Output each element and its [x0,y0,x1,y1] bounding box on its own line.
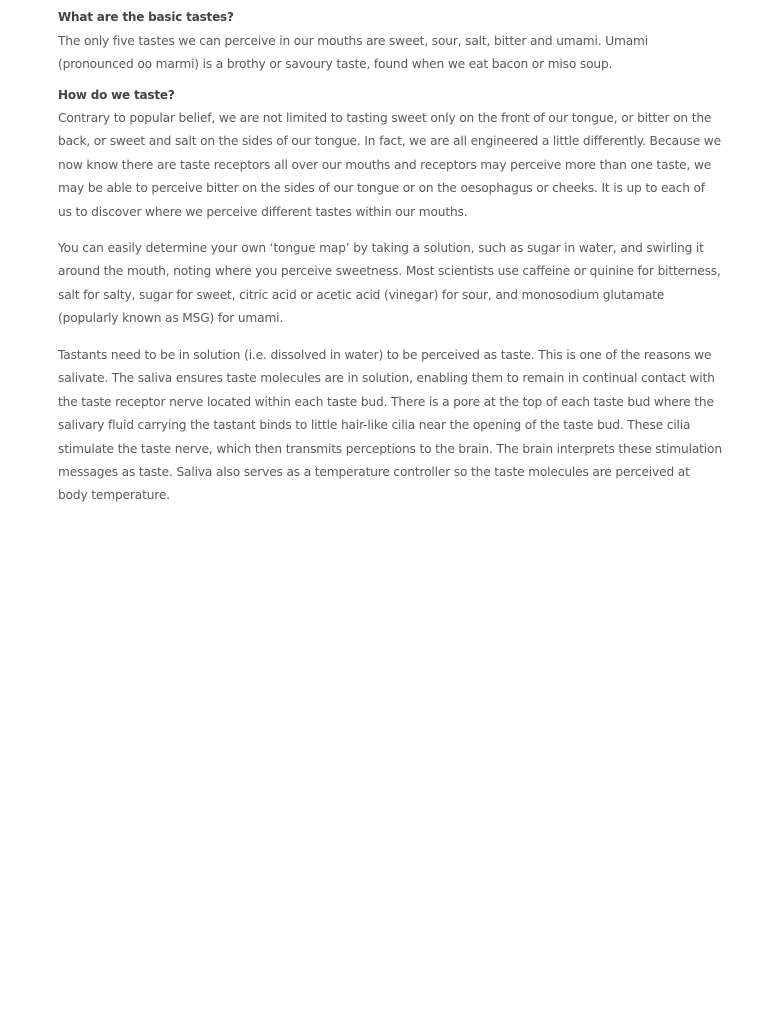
section-heading-how-do-we-taste: How do we taste? [58,88,175,102]
section-heading-basic-tastes: What are the basic tastes? [58,10,234,24]
paragraph-tongue-myth: Contrary to popular belief, we are not limited to tasting sweet only on the front of our tongue, or bitter on the back, or sweet and salt on the sides of our tongue. In fact, we are all engineered a little differently. Because we now know there are taste receptors all over our mouths and receptors may perceive more than one taste, we may be able to perceive bitter on the sides of our tongue or on the oesophagus or cheeks. It is up to each of us to discover where we perceive different tastes within our mouths. [58,111,721,219]
paragraph-basic-tastes: The only five tastes we can perceive in our mouths are sweet, sour, salt, bitter and umami. Umami (pronounced oo marmi) is a brothy or savoury taste, found when we eat bacon or miso soup. [58,34,648,72]
paragraph-saliva: Tastants need to be in solution (i.e. dissolved in water) to be perceived as taste. This is one of the reasons we salivate. The saliva ensures taste molecules are in solution, enabling them to remain in continual contact with the taste receptor nerve located within each taste bud. There is a pore at the top of each taste bud where the salivary fluid carrying the tastant binds to little hair-like cilia near the opening of the taste bud. These cilia stimulate the taste nerve, which then transmits perceptions to the brain. The brain interprets these stimulation messages as taste. Saliva also serves as a temperature controller so the taste molecules are perceived at body temperature. [58,348,722,503]
paragraph-tongue-map: You can easily determine your own ‘tongue map’ by taking a solution, such as sugar in water, and swirling it around the mouth, noting where you perceive sweetness. Most scientists use caffeine or quinine for bitterness, salt for salty, sugar for sweet, citric acid or acetic acid (vinegar) for sour, and monosodium glutamate (popularly known as MSG) for umami. [58,241,721,326]
